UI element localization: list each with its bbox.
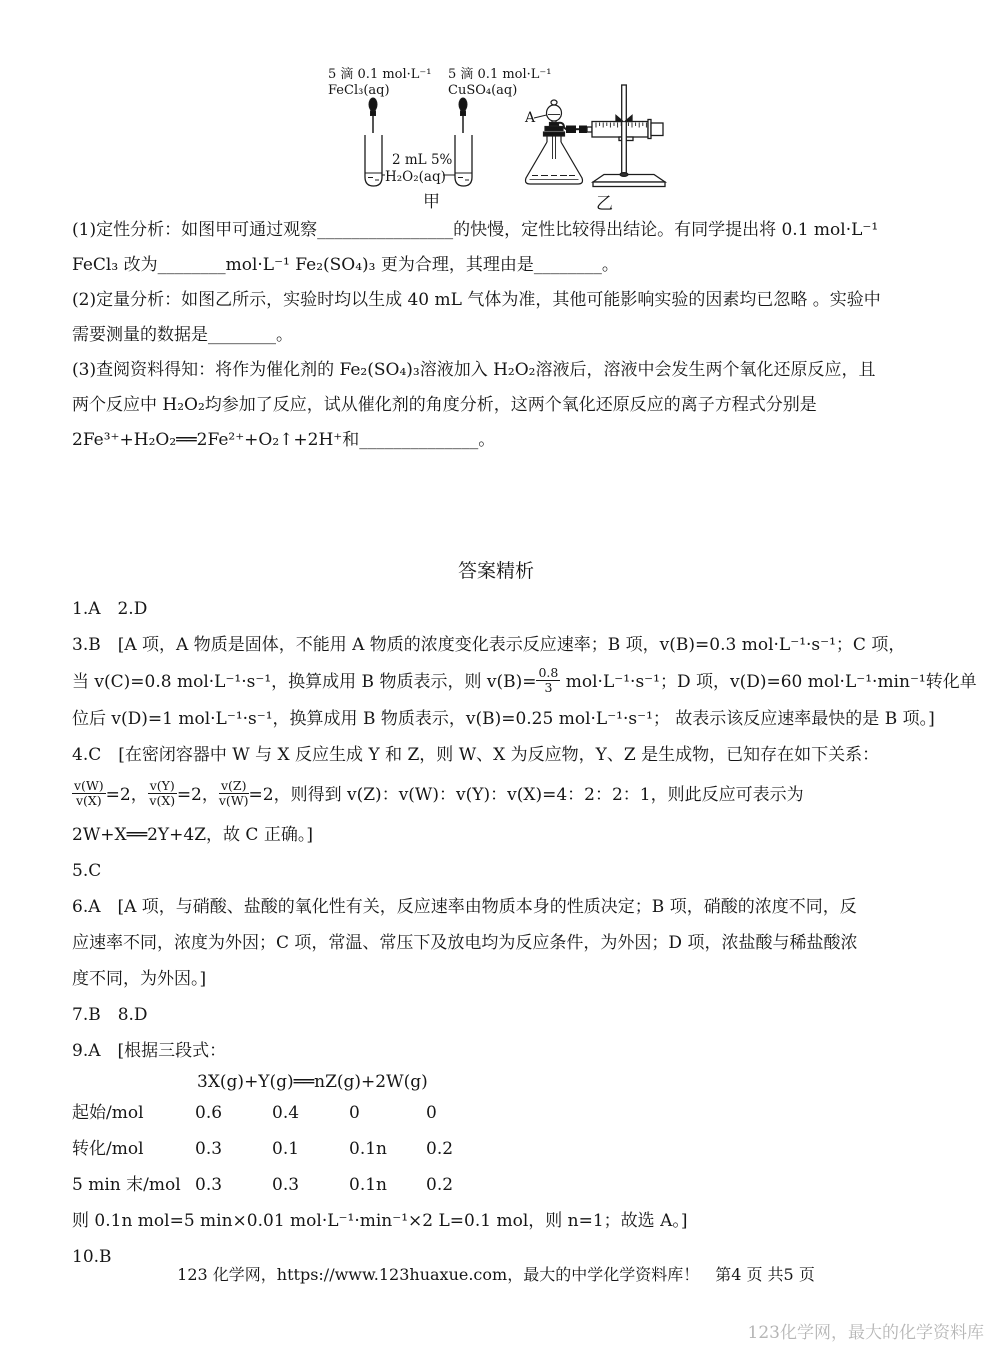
fraction: $\frac{v(W)}{v(X)}$: [74, 777, 104, 808]
answer-9-equation: 3X(g)+Y(g)══nZ(g)+2W(g): [197, 1072, 428, 1092]
table-row: [72, 1131, 952, 1167]
table-row: [72, 1095, 952, 1131]
test-tube: [455, 135, 472, 186]
answer-4-line-1: 4.C [在密闭容器中 W 与 X 反应生成 Y 和 Z，则 W、X 为反应物，Y、Z 是生成物，已知存在如下关系：: [72, 745, 880, 765]
answer-4-sep-3: =2，则得到 v(Z)：v(W)：v(Y)：v(X)=4：2：2：1，则此反应可表示为: [248, 785, 804, 805]
question-2-line-2: 需要测量的数据是________。: [72, 325, 293, 345]
answer-6-line-3: 度不同，为外因。]: [72, 969, 207, 989]
fraction: $\frac{0.8}{3}$: [538, 664, 559, 695]
table-cell: 0.1: [272, 1139, 300, 1159]
table-cell: 0.3: [195, 1139, 223, 1159]
table-cell: 0.2: [426, 1175, 454, 1195]
table-cell: 0.3: [195, 1175, 223, 1195]
question-1-line-2: FeCl₃ 改为________mol·L⁻¹ Fe₂(SO₄)₃ 更为合理，其理由是________。: [72, 255, 619, 275]
answer-3-line-2-pre: 当 v(C)=0.8 mol·L⁻¹·s⁻¹，换算成用 B 物质表示，则 v(B)=: [72, 672, 537, 692]
funnel-label-a: A: [525, 110, 536, 126]
fraction: $\frac{v(Z)}{v(W)}$: [218, 777, 249, 808]
figure-caption-yi: 乙: [596, 194, 613, 214]
answer-3-line-3: 位后 v(D)=1 mol·L⁻¹·s⁻¹，换算成用 B 物质表示，v(B)=0.25 mol·L⁻¹·s⁻¹； 故表示该反应速率最快的是 B 项。]: [72, 709, 935, 729]
table-cell: 0: [426, 1103, 437, 1123]
answers-title: 答案精析: [457, 560, 534, 582]
table-row-label: 5 min 末/mol: [72, 1175, 181, 1195]
table-cell: 0.1n: [349, 1139, 387, 1159]
fraction: $\frac{v(Y)}{v(X)}$: [149, 777, 176, 808]
table-cell: 0.3: [272, 1175, 300, 1195]
page-footer: 123 化学网，https://www.123huaxue.com，最大的中学化学资料库！ 第4 页 共5 页: [177, 1265, 815, 1284]
apparatus-figure: [326, 58, 668, 216]
answer-4-sep-2: =2，: [176, 785, 219, 805]
reagent-label-h2o2-amount: 2 mL 5%: [392, 152, 453, 168]
reagent-label-fecl3: FeCl₃(aq): [328, 83, 390, 98]
question-text-block: [72, 213, 952, 458]
answer-1-2: 1.A 2.D: [72, 599, 148, 619]
answer-4-line-3: 2W+X══2Y+4Z，故 C 正确。]: [72, 825, 313, 845]
answer-3-line-2-post: mol·L⁻¹·s⁻¹；D 项，v(D)=60 mol·L⁻¹·min⁻¹转化单: [560, 672, 977, 692]
answer-7-8: 7.B 8.D: [72, 1005, 148, 1025]
question-3-line-1: (3)查阅资料得知：将作为催化剂的 Fe₂(SO₄)₃溶液加入 H₂O₂溶液后，溶液中会发生两个氧化还原反应，且: [72, 360, 876, 380]
reagent-label-h2o2: H₂O₂(aq): [385, 169, 446, 185]
answers-section: [72, 591, 977, 1275]
reagent-label-cuso4: CuSO₄(aq): [448, 83, 518, 98]
reagent-label-fecl3-amount: 5 滴 0.1 mol·L⁻¹: [328, 67, 432, 82]
table-row-label: 转化/mol: [72, 1139, 144, 1159]
dropping-funnel: [547, 100, 562, 126]
chemistry-apparatus-diagram: [326, 58, 668, 216]
answer-9-line-1: 9.A [根据三段式：: [72, 1041, 227, 1061]
reagent-label-cuso4-amount: 5 滴 0.1 mol·L⁻¹: [448, 67, 552, 82]
figure-caption-jia: 甲: [423, 192, 440, 212]
conical-flask: [526, 127, 583, 185]
question-1-line-1: (1)定性分析：如图甲可通过观察________________的快慢，定性比较得出结论。有同学提出将 0.1 mol·L⁻¹: [72, 220, 879, 240]
test-tube: [365, 135, 382, 186]
question-3-line-2: 两个反应中 H₂O₂均参加了反应，试从催化剂的角度分析，这两个氧化还原反应的离子方程式分别是: [72, 395, 817, 415]
question-2-line-1: (2)定量分析：如图乙所示，实验时均以生成 40 mL 气体为准，其他可能影响实验的因素均已忽略 。实验中: [72, 290, 881, 310]
answer-6-line-2: 应速率不同，浓度为外因；C 项，常温、常压下及放电均为反应条件，为外因；D 项，浓盐酸与稀盐酸浓: [72, 933, 858, 953]
pointer-line: [534, 115, 547, 118]
table-cell: 0.1n: [349, 1175, 387, 1195]
answer-3-line-2: [72, 663, 977, 701]
dropper-icon: [459, 98, 467, 133]
answer-3-line-1: 3.B [A 项，A 物质是固体，不能用 A 物质的浓度变化表示反应速率；B 项，v(B)=0.3 mol·L⁻¹·s⁻¹；C 项，: [72, 635, 906, 655]
dropper-icon: [369, 98, 377, 133]
table-row-label: 起始/mol: [72, 1103, 144, 1123]
table-cell: 0.4: [272, 1103, 300, 1123]
answer-9-conclusion: 则 0.1n mol=5 min×0.01 mol·L⁻¹·min⁻¹×2 L=0.1 mol，则 n=1；故选 A。]: [72, 1211, 688, 1231]
table-cell: 0.2: [426, 1139, 454, 1159]
answer-4-sep-1: =2，: [105, 785, 148, 805]
answer-6-line-1: 6.A [A 项，与硝酸、盐酸的氧化性有关，反应速率由物质本身的性质决定；B 项，硝酸的浓度不同，反: [72, 897, 857, 917]
table-cell: 0.6: [195, 1103, 223, 1123]
answer-10: 10.B: [72, 1247, 112, 1267]
table-row: [72, 1167, 952, 1203]
question-3-equation: 2Fe³⁺+H₂O₂══2Fe²⁺+O₂↑+2H⁺和______________。: [72, 430, 496, 450]
table-cell: 0: [349, 1103, 360, 1123]
answer-5: 5.C: [72, 861, 102, 881]
watermark: 123化学网，最大的化学资料库: [747, 1323, 984, 1343]
answer-4-line-2: [72, 773, 952, 817]
